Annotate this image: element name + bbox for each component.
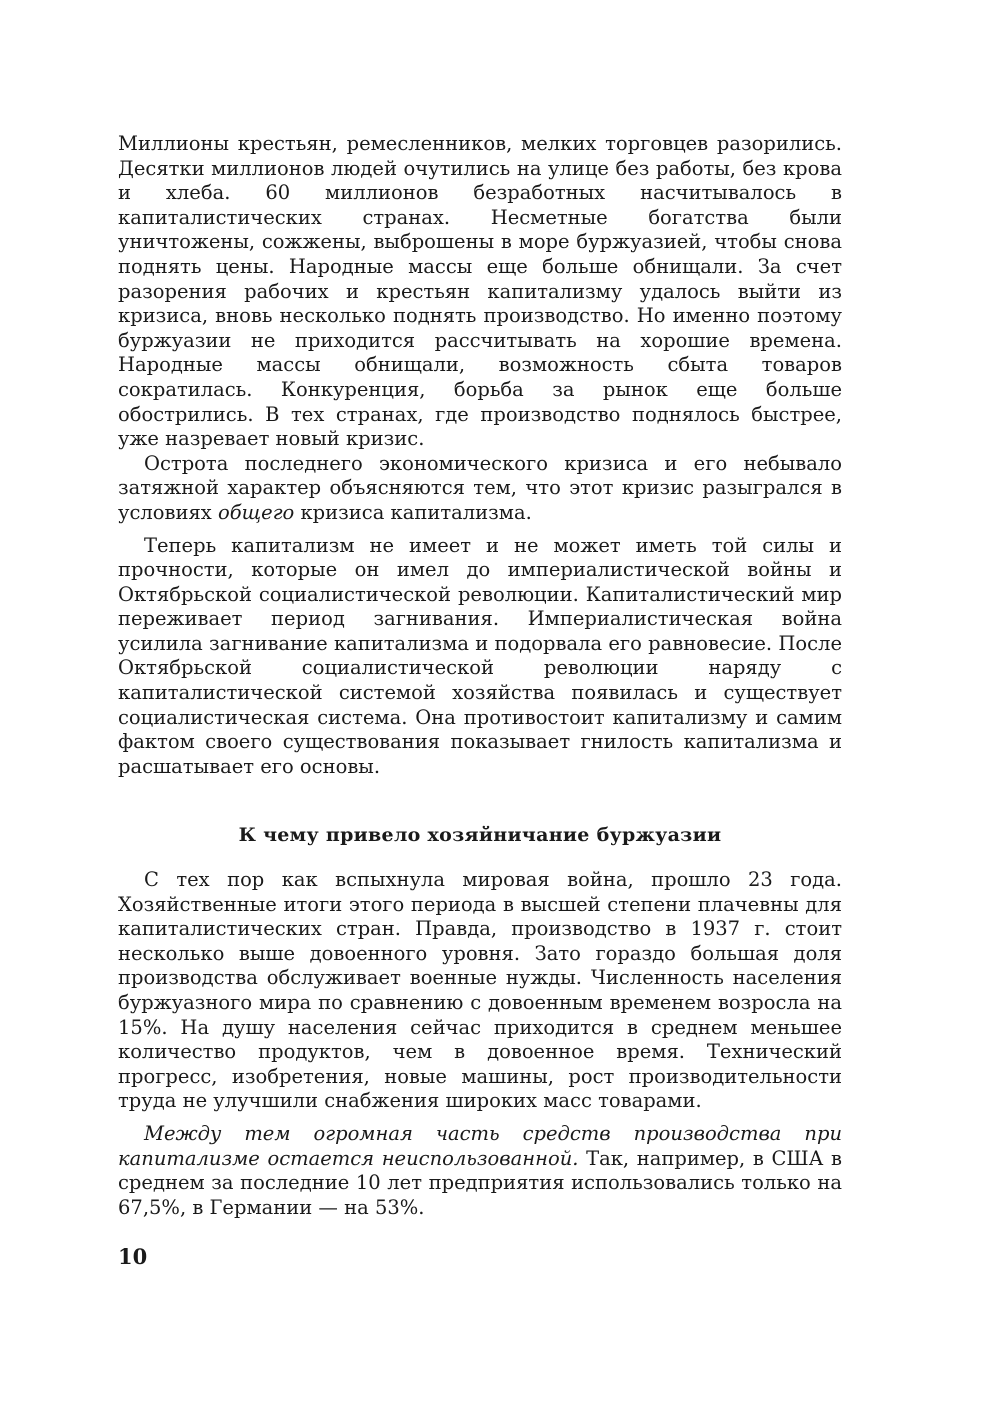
paragraph-5 — [118, 1122, 842, 1220]
page-body — [118, 132, 842, 1220]
paragraph-5-italic: Между тем огромная часть средств производства при капитализме остается неиспользованной. — [118, 1121, 842, 1170]
paragraph-2-text-after: кризиса капитализма. — [294, 500, 532, 524]
paragraph-1: Миллионы крестьян, ремесленников, мелких торговцев разорились. Десятки миллионов людей очутились на улице без работы, без крова и хлеба. 60 миллионов безработных насчитывалось в капиталистических странах. Несметные богатства были уничтожены, сожжены, выброшены в море буржуазией, чтобы снова поднять цены. Народные массы еще больше обнищали. За счет разорения рабочих и крестьян капитализму удалось выйти из кризиса, вновь несколько поднять производство. Но именно поэтому буржуазии не приходится рассчитывать на хорошие времена. Народные массы обнищали, возможность сбыта товаров сократилась. Конкуренция, борьба за рынок еще больше обострились. В тех странах, где производство поднялось быстрее, уже назревает новый кризис. — [118, 132, 842, 451]
paragraph-5-text-after: Так, например, в США в среднем за последние 10 лет предприятия использовались только на 67,5%, в Германии — на 53%. — [118, 1146, 842, 1219]
paragraph-2-italic: общего — [218, 500, 295, 524]
paragraph-2-text-before: Острота последнего экономического кризиса и его небывало затяжной характер объясняются тем, что этот кризис разыгрался в условиях — [118, 451, 842, 524]
paragraph-3: Теперь капитализм не имеет и не может иметь той силы и прочности, которые он имел до империалистической войны и Октябрьской социалистической революции. Капиталистический мир переживает период загнивания. Империалистическая война усилила загнивание капитализма и подорвала его равновесие. После Октябрьской социалистической революции наряду с капиталистической системой хозяйства появилась и существует социалистическая система. Она противостоит капитализму и самим фактом своего существования показывает гнилость капитализма и расшатывает его основы. — [118, 533, 842, 778]
paragraph-2 — [118, 452, 842, 526]
section-heading: К чему привело хозяйничание буржуазии — [238, 824, 722, 847]
page-number: 10 — [118, 1244, 148, 1269]
paragraph-4: С тех пор как вспыхнула мировая война, прошло 23 года. Хозяйственные итоги этого периода в высшей степени плачевны для капиталистических стран. Правда, производство в 1937 г. стоит несколько выше довоенного уровня. Зато гораздо большая доля производства обслуживает военные нужды. Численность населения буржуазного мира по сравнению с довоенным временем возросла на 15%. На душу населения сейчас приходится в среднем меньшее количество продуктов, чем в довоенное время. Технический прогресс, изобретения, новые машины, рост производительности труда не улучшили снабжения широких масс товарами. — [118, 868, 842, 1113]
